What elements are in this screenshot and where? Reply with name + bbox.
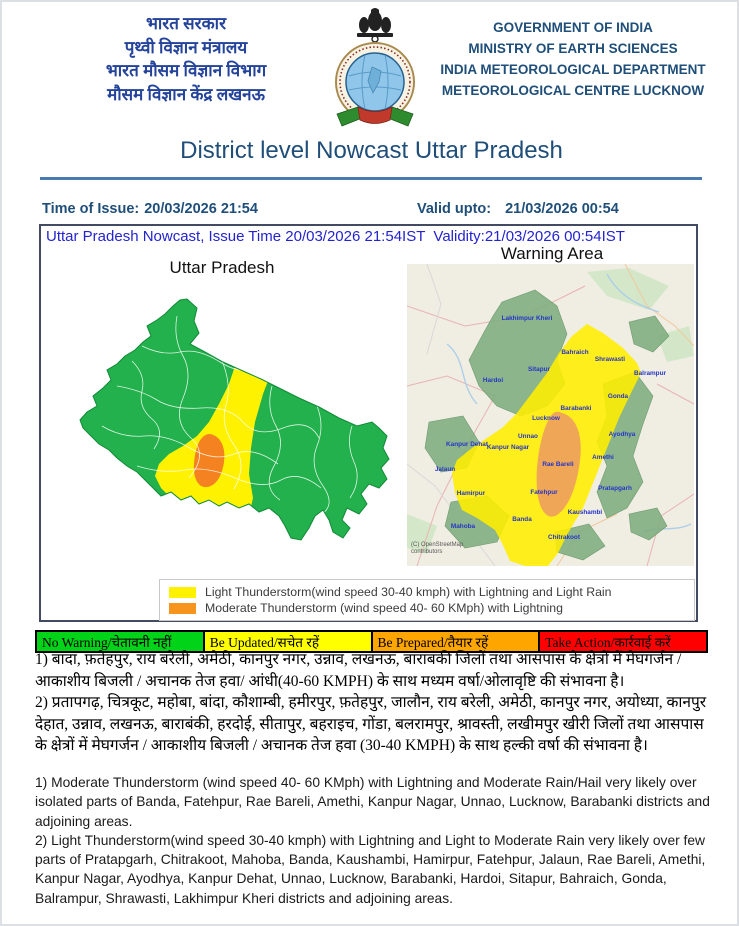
header-hindi-line: भारत सरकार <box>145 14 227 33</box>
legend-item <box>169 600 694 616</box>
advisory-english-para-2: 2) Light Thunderstorm(wind speed 30-40 kmph) with Lightning and Light to Moderate Rain very likely over few parts of Pratapgarh, Chitrakoot, Mahoba, Banda, Kaushambi, Hamirpur, Fatehpur, Jalaun, Rae Bareli, Amethi, Kanpur Nagar, Ayodhya, Kanpur Dehat, Unnao, Lucknow, Barabanki, Hardoi, Sitapur, Bahraich, Gonda, Balrampur, Shrawasti, Lakhimpur Kheri districts and adjoining areas. <box>35 832 706 906</box>
city-label: Balrampur <box>634 370 666 377</box>
header-hindi-line: पृथ्वी विज्ञान मंत्रालय <box>124 37 248 57</box>
title-divider <box>40 177 702 180</box>
city-label: Kanpur Nagar <box>486 444 530 451</box>
city-label: Hamirpur <box>456 490 486 497</box>
page-title: District level Nowcast Uttar Pradesh <box>180 137 563 164</box>
header-english-line: GOVERNMENT OF INDIA <box>493 20 653 35</box>
city-label: Gonda <box>607 393 629 400</box>
nowcast-box-header: Uttar Pradesh Nowcast, Issue Time 20/03/2026 21:54IST Validity:21/03/2026 00:54IST <box>46 228 625 245</box>
left-map-title: Uttar Pradesh <box>169 258 275 277</box>
time-of-issue-label: Time of Issue: <box>42 201 140 217</box>
city-label: Hardoi <box>482 377 504 384</box>
city-label: Fatehpur <box>530 489 558 496</box>
city-label: Barabanki <box>560 405 592 412</box>
city-label: Pratapgarh <box>598 485 632 492</box>
city-label: Unnao <box>518 433 538 440</box>
city-label: Ayodhya <box>608 431 636 438</box>
header-english-line: MINISTRY OF EARTH SCIENCES <box>468 41 678 56</box>
warning-area-map <box>407 264 694 566</box>
city-label: Kanpur Dehat <box>446 441 488 448</box>
warning-scale-cell: Take Action/कार्रवाई करें <box>538 630 708 653</box>
warning-scale-cell: No Warning/चेतावनी नहीं <box>35 630 205 653</box>
valid-upto-label: Valid upto: <box>417 201 492 217</box>
city-label: Rae Bareli <box>542 461 574 468</box>
ashoka-emblem-icon <box>357 8 393 42</box>
city-label: Bahraich <box>561 349 589 356</box>
legend-swatch-0 <box>169 587 196 598</box>
warning-scale-cell: Be Updated/सचेत रहें <box>203 630 373 653</box>
header-hindi-line: मौसम विज्ञान केंद्र लखनऊ <box>107 84 265 104</box>
uttar-pradesh-state-map <box>47 276 397 568</box>
right-map-title: Warning Area <box>500 244 604 263</box>
header-hindi-line: भारत मौसम विज्ञान विभाग <box>105 61 267 80</box>
city-label: Mahoba <box>450 523 476 530</box>
city-label: Shrawasti <box>594 356 626 363</box>
advisory-hindi-para-1: 1) बांदा, फ़तेहपुर, राय बरेली, अमेठी, कानपुर नगर, उन्नाव, लखनऊ, बाराबंकी जिलों तथा आसपास के क्षेत्रों में मेघगर्जन / आकाशीय बिजली / अचानक तेज हवा/ आंधी(40-60 KMPH) के साथ मध्यम वर्षा/ओलावृष्टि की संभावना है। <box>35 651 682 690</box>
city-label: Sitapur <box>527 366 551 373</box>
map-legend <box>159 579 695 621</box>
advisory-english <box>35 773 713 908</box>
city-label: Amethi <box>592 454 614 461</box>
legend-label: Moderate Thunderstorm (wind speed 40- 60 KMph) with Lightning <box>205 601 563 615</box>
warning-scale-cell: Be Prepared/तैयार रहें <box>371 630 541 653</box>
osm-attribution: (C) OpenStreetMap contributors <box>411 542 464 555</box>
valid-upto <box>417 201 619 217</box>
header-english-line: METEOROLOGICAL CENTRE LUCKNOW <box>441 83 705 98</box>
legend-label: Light Thunderstorm(wind speed 30-40 kmph) with Lightning and Light Rain <box>205 585 612 599</box>
city-label: Lucknow <box>532 415 560 422</box>
legend-item <box>169 584 694 600</box>
imd-seal-icon <box>336 43 414 121</box>
time-of-issue-value: 20/03/2026 21:54 <box>144 201 258 217</box>
header-hindi <box>50 12 322 106</box>
header-english-line: INDIA METEOROLOGICAL DEPARTMENT <box>440 62 706 77</box>
city-label: Jalaun <box>434 466 456 473</box>
city-label: Lakhimpur Kheri <box>501 315 553 322</box>
city-label: Kaushambi <box>567 509 603 516</box>
city-label: Chitrakoot <box>548 534 580 541</box>
advisory-hindi-para-2: 2) प्रतापगढ़, चित्रकूट, महोबा, बांदा, कौशाम्बी, हमीरपुर, फ़तेहपुर, जालौन, राय बरेली, अमेठी, कानपुर नगर, अयोध्या, कानपुर देहात, उन्नाव, लखनऊ, बाराबंकी, हरदोई, सीतापुर, बहराइच, गोंडा, बलरामपुर, श्रावस्ती, लखीमपुर खीरी जिलों तथा आसपास के क्षेत्रों में मेघगर्जन / आकाशीय बिजली / अचानक तेज हवा (30-40 KMPH) के साथ हल्की वर्षा की संभावना है। <box>35 694 707 754</box>
valid-upto-value: 21/03/2026 00:54 <box>505 201 619 217</box>
city-label: Banda <box>512 516 532 523</box>
time-of-issue <box>42 201 258 217</box>
imd-logo-icon <box>329 4 421 134</box>
header-english <box>427 17 719 101</box>
legend-swatch-1 <box>169 603 196 614</box>
advisory-hindi <box>35 649 711 757</box>
advisory-english-para-1: 1) Moderate Thunderstorm (wind speed 40- 60 KMph) with Lightning and Moderate Rain/Hail very likely over isolated parts of Banda, Fatehpur, Rae Bareli, Amethi, Kanpur Nagar, Unnao, Lucknow, Barabanki districts and adjoining areas. <box>35 775 710 829</box>
